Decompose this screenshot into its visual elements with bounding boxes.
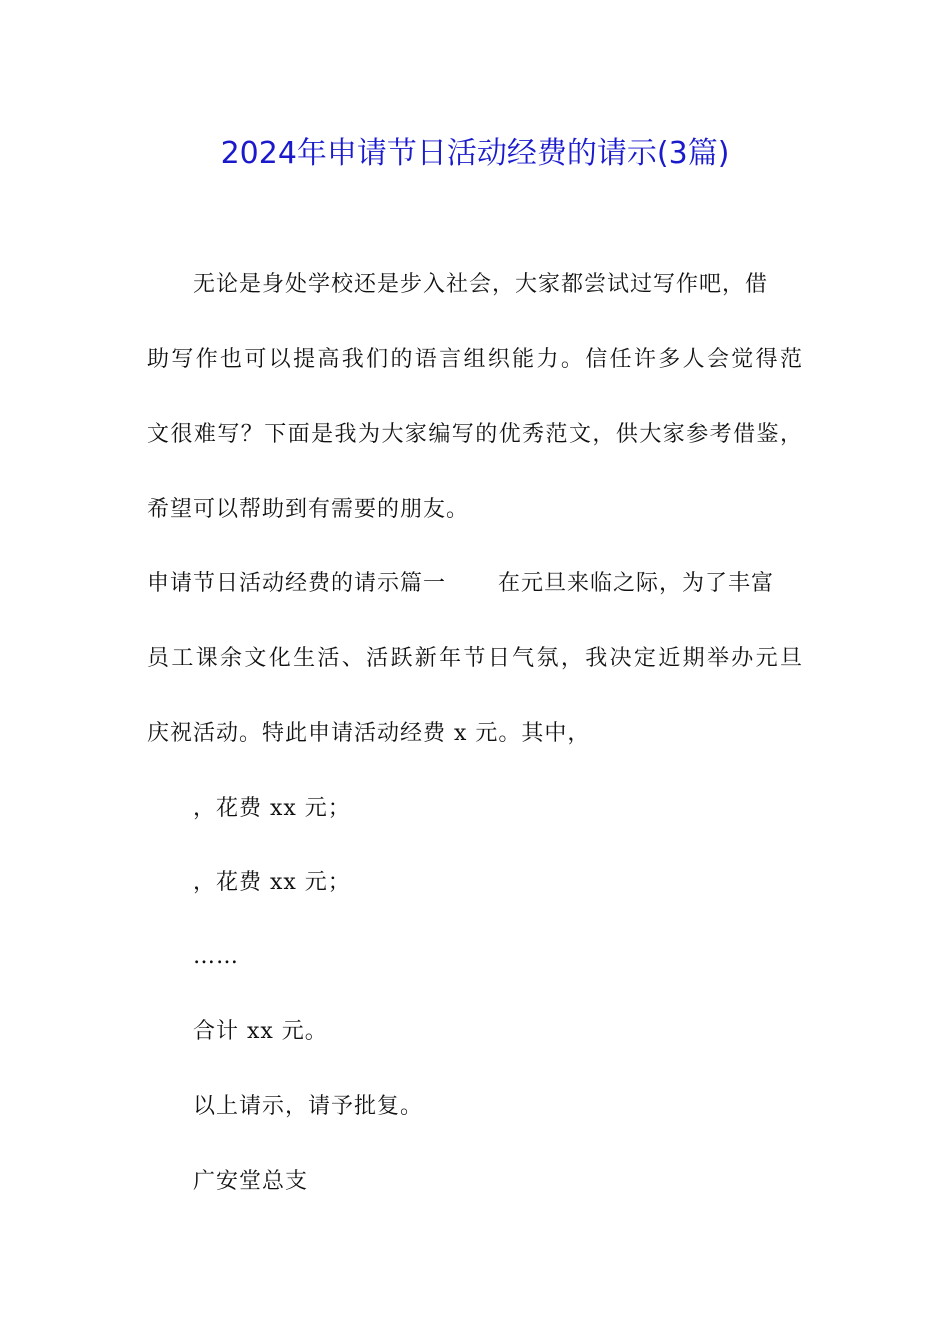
closing-line: 以上请示，请予批复。 [193, 1094, 424, 1119]
signature-line: 广安堂总支 [193, 1169, 309, 1194]
section-heading: 申请节日活动经费的请示篇一 [147, 571, 447, 596]
body-line-1: 员工课余文化生活、活跃新年节日气氛，我决定近期举办元旦 [147, 646, 803, 671]
section-first-line: 在元旦来临之际，为了丰富 [498, 571, 775, 596]
expense-item-2: ，花费 xx 元； [193, 870, 351, 895]
total-line: 合计 xx 元。 [193, 1019, 328, 1044]
body-line-2: 庆祝活动。特此申请活动经费 x 元。其中， [147, 721, 591, 746]
intro-line-2: 助写作也可以提高我们的语言组织能力。信任许多人会觉得范 [147, 347, 803, 372]
section-heading-line [147, 567, 774, 601]
intro-line-3: 文很难写？下面是我为大家编写的优秀范文，供大家参考借鉴， [147, 422, 803, 447]
expense-item-1: ，花费 xx 元； [193, 796, 351, 821]
document-title: 2024年申请节日活动经费的请示(3篇) [220, 136, 730, 171]
intro-line-1: 无论是身处学校还是步入社会，大家都尝试过写作吧，借 [193, 272, 769, 297]
intro-line-4: 希望可以帮助到有需要的朋友。 [147, 497, 470, 522]
ellipsis-line: …… [193, 944, 239, 969]
